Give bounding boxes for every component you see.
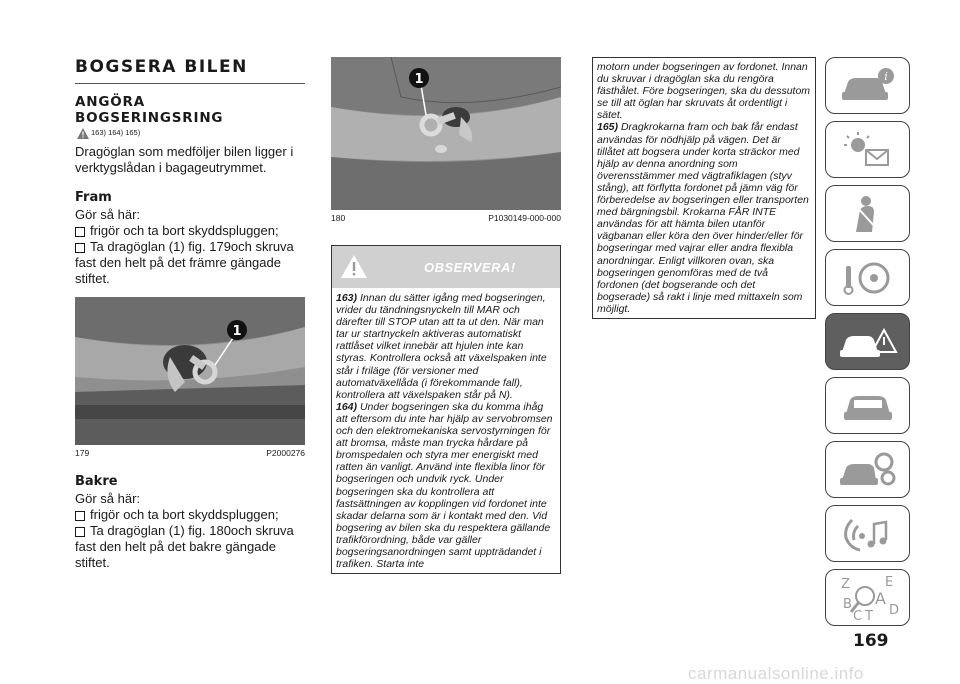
front-lead: Gör så här: [75, 207, 141, 222]
figure-180-caption [331, 213, 561, 223]
rear-bullet-2 [75, 523, 305, 539]
index-letter-z: Z [840, 576, 850, 592]
rear-towhook-illustration [331, 57, 561, 210]
specifications-icon [838, 450, 898, 490]
note-163-number: 163) [336, 292, 358, 304]
rear-bullet-1 [75, 507, 305, 523]
callout-1: 1 [232, 324, 242, 339]
rear-lead: Gör så här: [75, 491, 141, 506]
tab-warning-lights[interactable] [825, 121, 910, 178]
figure-number: 180 [331, 213, 346, 223]
car-info-icon [838, 66, 898, 106]
left-column [75, 57, 305, 571]
warning-triangle-icon [341, 255, 367, 278]
tab-seat-safety[interactable] [825, 185, 910, 242]
tab-multimedia[interactable] [825, 505, 910, 562]
note-163-text: Innan du sätter igång med bogseringen, vrider du tändningsnyckeln till MAR och därefter till STOP utan att ta ut den. När man tar ur startnyckeln aktiveras automatiskt rattlåset vilket innebär att hjulen inte kan styras. Kontrollera också att växelspaken inte står i friläge (för versioner med automatväxellåda (i förekommande fall), kontrollera att växelspaken står på N). [336, 292, 547, 401]
section-heading-line1: ANGÖRA [75, 94, 145, 110]
svg-text:i: i [883, 69, 888, 83]
rear-heading: Bakre [75, 474, 118, 489]
note-164-continued: motorn under bogseringen av fordonet. Innan du skruvar i dragöglan ska du rengöra fästhålet. Före bogseringen, ska du dessutom se till att öglan har skruvats åt ordentligt i sätet. [597, 61, 811, 122]
warning-label: OBSERVERA! [424, 259, 516, 275]
tab-emergency[interactable] [825, 313, 910, 370]
note-165-text: Dragkrokarna fram och bak får endast användas för nödhjälp på vägen. Det är tillåtet att bogsera under korta sträckor med hjälp av denna anordning som överensstämmer med vägtrafiklagen (styv stång), att förflytta fordonet på jämn väg för förberedelse av bogseringen eller transporten med bärgningsbil. Krokarna FÅR INTE användas för att hämta bilen utanför vägbanan eller köra den över hinder/eller för bogseringar med vajrar eller andra flexibla anordningar. Enligt villkoren ovan, ska bogseringen genomföras med de två fordonen (det bogserande och det bogserade) så rakt i linje med mittaxeln som möjligt. [597, 121, 809, 315]
index-letter-c: C [852, 608, 862, 622]
figure-code: P1030149-000-000 [488, 213, 561, 223]
index-letter-e: E [884, 574, 893, 590]
page-number: 169 [853, 631, 889, 651]
warning-text [332, 288, 560, 573]
warning-refs [91, 128, 305, 142]
emergency-car-icon [838, 322, 898, 362]
index-letter-b: B [842, 596, 852, 612]
warning-header [332, 246, 560, 288]
rear-bullet-1-text: frigör och ta bort skyddspluggen; [90, 507, 279, 522]
checkbox-bullet-icon [75, 527, 85, 537]
rear-bullet-2-text: Ta dragöglan (1) fig. 180och skruva [90, 523, 294, 538]
warning-box [331, 245, 561, 574]
figure-180-photo [331, 57, 561, 210]
note-165-number: 165) [597, 121, 619, 134]
tab-index[interactable] [825, 569, 910, 626]
checkbox-bullet-icon [75, 511, 85, 521]
figure-179-caption [75, 448, 305, 458]
note-164-text: Under bogseringen ska du komma ihåg att eftersom du inte har hjälp av servobromsen och den elektromekaniska servostyrningen för att bromsa, måste man trycka hårdare på bromspedalen och styra mer energiskt med ratten än vanligt. Använd inte flexibla linor för bogseringen och undvik ryck. Under bogseringen ska du kontrollera att fastsättningen av kopplingen vid fordonet inte skadar delarna som är i kontakt med den. Vid bogsering av bilen ska du respektera gällande trafikförordning, både var gäller bogseringsanordningen samt uppträdandet i trafiken. Starta inte [336, 400, 553, 571]
front-continuation: fast den helt på det främre gängade stiftet. [75, 255, 281, 286]
refs-text: 163) 164) 165) [91, 128, 141, 137]
warning-icon [77, 128, 89, 139]
warning-lights-icon [838, 130, 898, 170]
title-rule [75, 83, 305, 84]
chapter-tabs [825, 57, 910, 633]
rear-continuation: fast den helt på det bakre gängade stiftet. [75, 539, 276, 570]
index-letter-a: A [874, 588, 886, 608]
tab-car-info[interactable] [825, 57, 910, 114]
section-heading-line2: BOGSERINGSRING [75, 110, 224, 126]
front-heading: Fram [75, 190, 112, 205]
index-letter-t: T [864, 608, 873, 622]
right-column-box [592, 57, 816, 319]
middle-column [331, 57, 561, 574]
car-maintenance-icon [838, 386, 898, 426]
figure-179-photo [75, 297, 305, 445]
figure-code: P2000276 [266, 448, 305, 458]
checkbox-bullet-icon [75, 243, 85, 253]
seat-safety-icon [838, 194, 898, 234]
front-bullet-2-text: Ta dragöglan (1) fig. 179och skruva [90, 239, 294, 254]
multimedia-icon [838, 514, 898, 554]
intro-text: Dragöglan som medföljer bilen ligger i verktygslådan i bagageutrymmet. [75, 144, 294, 175]
checkbox-bullet-icon [75, 227, 85, 237]
front-towhook-illustration [75, 297, 305, 445]
watermark: carmanualsonline.info [688, 664, 864, 683]
front-bullet-2 [75, 239, 305, 255]
page-title: BOGSERA BILEN [75, 57, 248, 77]
figure-number: 179 [75, 448, 90, 458]
note-164-number: 164) [336, 400, 358, 413]
warning-text-continued [593, 58, 815, 318]
steering-key-icon [838, 258, 898, 298]
tab-specifications[interactable] [825, 441, 910, 498]
index-letter-d: D [888, 602, 899, 618]
tab-maintenance[interactable] [825, 377, 910, 434]
index-icon [833, 574, 903, 622]
front-bullet-1 [75, 223, 305, 239]
tab-steering-key[interactable] [825, 249, 910, 306]
front-bullet-1-text: frigör och ta bort skyddspluggen; [90, 223, 279, 238]
callout-1: 1 [414, 72, 424, 87]
